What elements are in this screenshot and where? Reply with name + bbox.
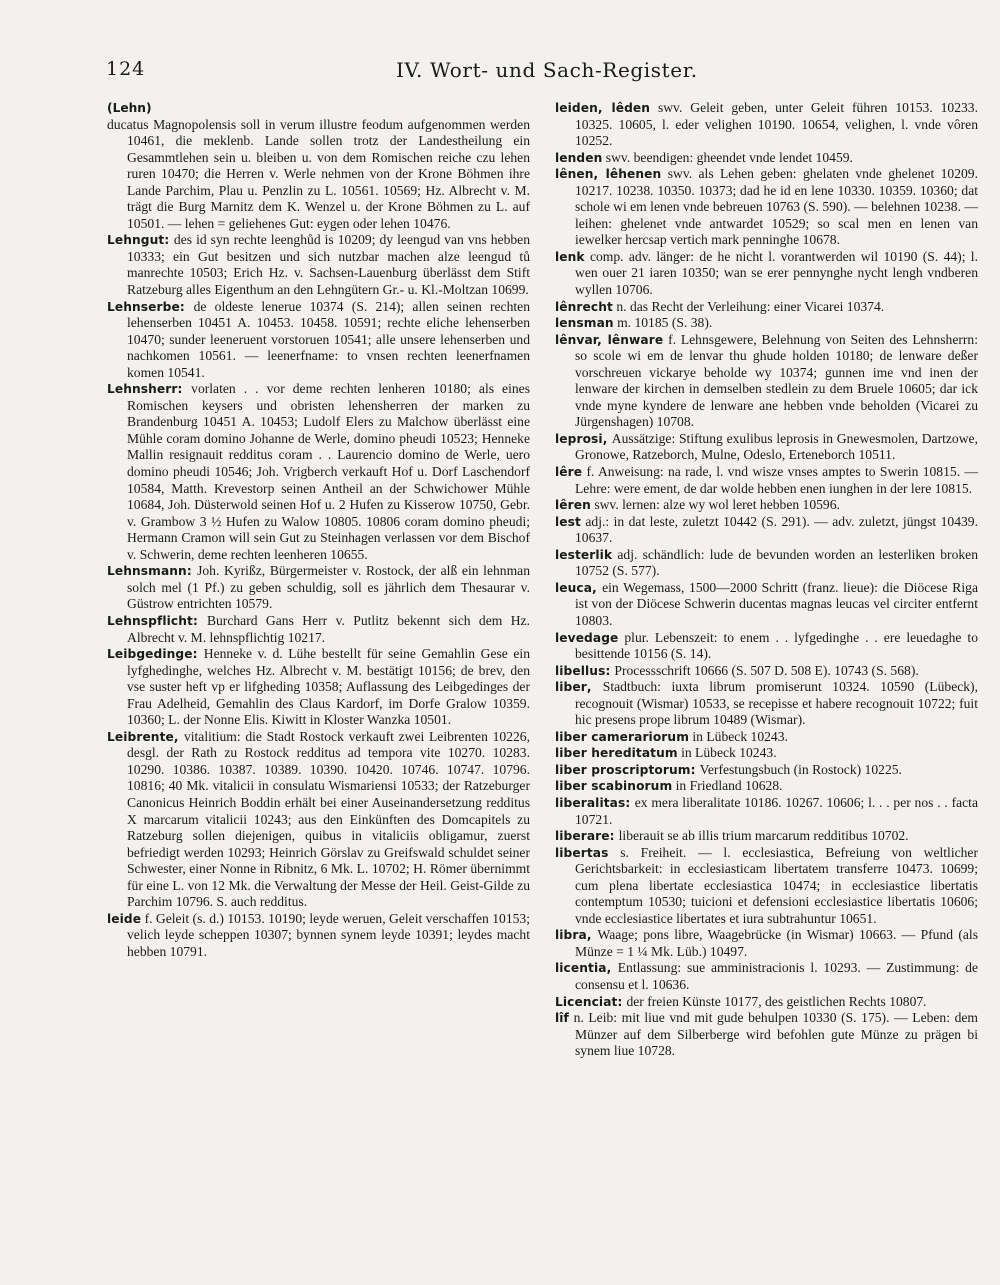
lemma-separator: :: [179, 299, 194, 314]
entry-text: Processschrift 10666 (S. 507 D. 508 E). 10743 (S. 568).: [614, 662, 919, 678]
lemma-separator: ,: [592, 580, 603, 595]
right-column: [555, 100, 978, 1060]
entry-lemma: libra: [555, 928, 587, 943]
entry-text: swv. Geleit geben, unter Geleit führen 10153. 10233. 10325. 10605, l. eder velighen 10190. 10654, velighen, l. vnde vôren 10252.: [575, 100, 978, 149]
register-entry: [555, 960, 978, 993]
entry-text: adj.: in dat leste, zuletzt 10442 (S. 291). — adv. zuletzt, jüngst 10439. 10637.: [575, 513, 978, 546]
register-entry: [107, 563, 530, 613]
entry-text: plur. Lebenszeit: to enem . . lyfgedinghe . . ere leuedaghe to besittende 10156 (S. 14).: [575, 629, 978, 662]
register-entry: [555, 778, 978, 795]
entry-text: vitalitium: die Stadt Rostock verkauft zwei Leibrenten 10226, desgl. der Rath zu Rostock redditus ad tempora vite 10270. 10283. 10290. 10386. 10387. 10389. 10390. 10420. 10746. 10747. 10796. 10816; 40 Mk. vitalicii in consulatu Wismariensi 10533; der Ratzeburger Canonicus Heinrich Boddin erhält bei einer Auseinandersetzung redditus X marcarum vitalicii 10243; aus den Einkünften des Domcapitels zu Ratzeburg sollen diejenigen, quibus in vitaliciis obligamur, zuerst befriedigt werden 10293; Heinrich Görslav zu Greifswald schuldet seiner Schwester, einer Nonne in Ribnitz, 6 Mk. L. 10702; H. Römer übernimmt für eine L. von 12 Mk. die Verwaltung der Messe der Heil. Geist-Gilde zu Parchim 10796. S. auch redditus.: [127, 728, 530, 910]
entry-lemma: liberare: [555, 829, 610, 844]
entry-lemma: liber scabinorum: [555, 779, 673, 794]
register-entry: [107, 232, 530, 298]
register-entry: [555, 927, 978, 960]
entry-text: swv. lernen: alze wy wol leret hebben 10596.: [594, 497, 840, 513]
register-entry: [555, 663, 978, 680]
entry-lemma: lêre: [555, 465, 583, 480]
entry-lemma: licentia: [555, 961, 607, 976]
entry-text: Entlassung: sue amministracionis l. 10293. — Zustimmung: de consensu et l. 10636.: [575, 960, 978, 992]
entry-lemma: liber: [555, 680, 587, 695]
entry-text: liberauit se ab illis trium marcarum redditibus 10702.: [618, 828, 909, 844]
entry-text: f. Anweisung: na rade, l. vnd wisze vnses amptes to Swerin 10815. — Lehre: were ement, de dar wolde hebben enen iunghen in der lere 10815.: [575, 464, 978, 496]
entry-lemma: liber camerariorum: [555, 729, 689, 744]
entry-text: Waage; pons libre, Waagebrücke (in Wismar) 10663. — Pfund (als Münze = 1 ¼ Mk. Lüb.) 10497.: [575, 927, 978, 959]
entry-text: comp. adv. länger: de he nicht l. vorantwerden wil 10190 (S. 44); l. wen ouer 21 iaren 10350; wan se erer pennynghe nycht lengh vndberen wyllen 10706.: [575, 248, 978, 298]
entry-lemma: Lehngut: [107, 233, 165, 248]
register-entry: [107, 299, 530, 382]
entry-text: ein Wegemass, 1500—2000 Schritt (franz. lieue): die Diöcese Riga ist von der Diöcese Schwerin ducentas magnas leucas vel circiter entfernt 10803.: [575, 579, 978, 628]
entry-text: Henneke v. d. Lühe bestellt für seine Gemahlin Gese ein lyfghedinghe, welches Hz. Albrecht v. M. bestätigt 10156; de brev, den vse suster heft vp er lifgheding 10358; Auflassung des Leibgedinges der Frau Adelheid, Gemahlin des Claus Kardorf, im Dorfe Gralow 10359. 10360; L. der Nonne Elis. Kiwitt in Kloster Wanzka 10501.: [127, 646, 531, 728]
entry-text: Verfestungsbuch (in Rostock) 10225.: [699, 761, 902, 777]
entry-lemma: lensman: [555, 316, 614, 331]
lemma-separator: ,: [586, 680, 603, 695]
lemma-separator: ,: [602, 431, 612, 446]
register-entry: [555, 630, 978, 663]
entry-text: in Friedland 10628.: [675, 778, 783, 794]
entry-text: ducatus Magnopolensis soll in verum illustre feodum aufgenommen werden 10461, die meklenb. Lande sollen trotz der Landestheilung ein Gesammtlehen sein u. bleiben u. von dem Romischen reiche czu lehen ruren 10470; die Herren v. Werle nehmen von der Krone Böhmen ihre Lande Parchim, Plau u. Penzlin zu L. 10561. 10569; Hz. Albrecht v. M. trägt die Burg Marnitz dem K. Wenzel u. der Krone Böhmen zu L. auf 10501. — lehen = geliehenes Gut: eygen oder lehen 10476.: [107, 116, 530, 231]
entry-lemma: lênen, lêhenen: [555, 167, 662, 182]
running-head: IV. Wort- und Sach-Register.: [396, 58, 698, 82]
entry-text: f. Geleit (s. d.) 10153. 10190; leyde weruen, Geleit verschaffen 10153; velich leyde scheppen 10307; bynnen synem leyde 10391; leydes macht hebben 10791.: [127, 910, 531, 959]
lemma-separator: :: [177, 382, 192, 397]
register-entry: [555, 497, 978, 514]
entry-lemma: liber proscriptorum: [555, 762, 691, 777]
entry-text: s. Freiheit. — l. ecclesiastica, Befreiung von weltlicher Gerichtsbarkeit: in ecclesiasticam libertatem transferre 10473. 10699; cum plena libertate ecclesiastica 10474; in ecclesiastice libertatis contemptum 10530; tuicioni et defensioni ecclesiastice libertatis 10606; vnde ecclesiastice libertates et iura subtrahuntur 10651.: [575, 844, 978, 926]
entry-lemma: lenk: [555, 249, 585, 264]
register-entry: [555, 547, 978, 580]
register-entry: [555, 1010, 978, 1060]
entry-text: ex mera liberalitate 10186. 10267. 10606; l. . . per nos . . facta 10721.: [575, 794, 978, 827]
entry-text: Joh. Kyrißz, Bürgermeister v. Rostock, der alß ein lehnman solch mel (1 Pf.) zu geben schuldig, soll es jährlich dem Thesaurar v. Güstrow entrichten 10579.: [127, 563, 530, 612]
entry-text: vorlaten . . vor deme rechten lenheren 10180; als eines Romischen keysers und obristen lehensherren der marken zu Brandenburg 10451 A. 10453; Ludolf Elers zu Malchow überlässt eine Mühle coram domino Johanne de Werle, domino pheudi 10523; Henneke Mallin resignauit redditus coram . . Laurencio domino de Werle, uero domino pheudi 10546; Joh. Vrigberch verkauft Hof u. Dorf Laschendorf 10584, Matth. Krevestorp seinen Antheil an der Schwichower Mühle 10684, Joh. Düsterwold seinen Hof u. 2 Hufen zu Kisserow 10750, Gebr. v. Grambow 3 ½ Hufen zu Walow 10805. 10806 coram domino pheudi; Hermann Cramon will sein Gut zu Steinhagen verlassen vor dem Bischof v. Schwerin, deme rechten leenheren 10655.: [127, 381, 530, 562]
entry-text: Burchard Gans Herr v. Putlitz bekennt sich dem Hz. Albrecht v. M. lehnspflichtig 10217.: [127, 612, 530, 645]
entry-lemma: lesterlik: [555, 547, 613, 562]
entry-lemma: Lehnspflicht: [107, 613, 193, 628]
entry-lemma: Leibgedinge: [107, 647, 193, 662]
entry-lemma: leiden, lêden: [555, 101, 651, 115]
lemma-separator: :: [617, 994, 627, 1009]
register-entry: [555, 332, 978, 431]
lemma-separator: :: [164, 233, 174, 248]
entry-lemma: lênvar, lênware: [555, 332, 664, 347]
entry-lemma: leide: [107, 911, 142, 926]
register-entry: [555, 762, 978, 779]
entry-lemma: Licenciat: [555, 994, 618, 1009]
register-entry: [107, 729, 530, 911]
register-entry: [555, 729, 978, 746]
register-entry: [555, 464, 978, 497]
register-entry: [555, 100, 978, 150]
entry-lemma: libertas: [555, 845, 609, 860]
lemma-separator: :: [625, 795, 635, 810]
entry-text: swv. als Lehen geben: ghelaten vnde ghelenet 10209. 10217. 10238. 10350. 10373; dad he id en lene 10330. 10359. 10360; dat schole wi em lenen vnde bebreuen 10763 (S. 590). — belehnen 10238. — leihen: ghelenet vnde antwardet 10529; so scal men en lenen van iewelker hercsap vertich mark penninghe 10678.: [575, 166, 979, 248]
entry-lemma: Lehnsherr: [107, 382, 178, 397]
entry-text: in Lübeck 10243.: [681, 745, 777, 761]
register-entry: [555, 249, 978, 299]
entry-text: Stadtbuch: iuxta librum promiserunt 10324. 10590 (Lübeck), recognouit (Wismar) 10533, se recepisse et habere recognouit 10722; fuit hic presens prope librum 10489 (Wismar).: [575, 679, 978, 728]
continuation-lemma: (Lehn): [107, 101, 152, 115]
page-header: [106, 58, 978, 88]
register-entry: [555, 580, 978, 630]
entry-lemma: leuca: [555, 580, 593, 595]
register-entry: [555, 795, 978, 828]
register-entry: [107, 117, 530, 233]
register-entry: [107, 381, 530, 563]
lemma-separator: ,: [606, 961, 618, 976]
lemma-separator: ,: [586, 928, 598, 943]
entry-lemma: lênrecht: [555, 299, 613, 314]
lemma-separator: :: [605, 663, 615, 678]
register-entry: [555, 845, 978, 928]
entry-lemma: liberalitas: [555, 795, 626, 810]
register-entry: [555, 150, 978, 167]
entry-lemma: levedage: [555, 630, 619, 645]
entry-lemma: lest: [555, 514, 581, 529]
entry-text: Aussätzige: Stiftung exulibus leprosis in Gnewesmolen, Dartzowe, Gronowe, Ratzeborch, Mulne, Odeslo, Erteneborch 10511.: [575, 430, 978, 463]
lemma-separator: :: [690, 762, 700, 777]
register-entry: [555, 679, 978, 729]
lemma-separator: ,: [173, 729, 184, 744]
lemma-separator: :: [609, 829, 619, 844]
entry-text: swv. beendigen: gheendet vnde lendet 10459.: [605, 149, 853, 165]
entry-text: f. Lehnsgewere, Belehnung von Seiten des Lehnsherrn: so scole wi em de lenvar thu ghude holden 10180; de lenware deßer vorschreuen vickarye beholde wy 10374; gunnen ime vnd inen der lenware der kirchen in demselben stedlein zu dem Bruele 10605; dar ick vnde myne kyndere de lenware ane hebben vnde beholden (Vicarei zu Jürgenshagen) 10708.: [575, 331, 979, 430]
page-number: 124: [106, 58, 146, 80]
entry-lemma: lîf: [555, 1011, 569, 1026]
entry-lemma: lenden: [555, 150, 603, 165]
register-entry: [555, 315, 978, 332]
register-entry: [107, 646, 530, 729]
lemma-separator: :: [192, 647, 204, 662]
entry-text: n. das Recht der Verleihung: einer Vicarei 10374.: [616, 298, 885, 314]
register-entry: [555, 828, 978, 845]
entry-text: der freien Künste 10177, des geistlichen Rechts 10807.: [626, 993, 927, 1009]
entry-text: n. Leib: mit liue vnd mit gude behulpen 10330 (S. 175). — Leben: dem Münzer auf dem Silberberge wird befohlen gute Münze zu prägen bi synem liue 10728.: [573, 1010, 979, 1059]
register-entry: [107, 911, 530, 961]
lemma-separator: :: [192, 613, 207, 628]
register-entry: [555, 745, 978, 762]
register-entry: [555, 299, 978, 316]
continuation-head: [107, 100, 530, 117]
entry-text: m. 10185 (S. 38).: [617, 315, 713, 331]
entry-lemma: libellus: [555, 663, 606, 678]
lemma-separator: :: [186, 564, 198, 579]
register-entry: [555, 994, 978, 1011]
entry-lemma: lêren: [555, 498, 591, 513]
left-column: [107, 100, 530, 960]
register-entry: [555, 166, 978, 249]
register-entry: [555, 431, 978, 464]
entry-text: de oldeste lenerue 10374 (S. 214); allen seinen rechten lehenserben 10451 A. 10453. 10458. 10591; rechte eliche lehenserben 10470; sunder leeneruent vorstoruen 10541; alle unsere lehenserben und nachkomen 10561. — leenerfname: to vnsen rechten leenerfnamen komen 10541.: [127, 298, 530, 380]
entry-text: adj. schändlich: lude de bevunden worden an lesterliken broken 10752 (S. 577).: [575, 546, 978, 579]
entry-text: in Lübeck 10243.: [692, 728, 788, 744]
register-entry: [555, 514, 978, 547]
entry-lemma: Lehnsmann: [107, 564, 187, 579]
entry-lemma: Leibrente: [107, 729, 174, 744]
entry-lemma: Lehnserbe: [107, 299, 180, 314]
register-entry: [107, 613, 530, 646]
entry-lemma: liber hereditatum: [555, 746, 678, 761]
entry-lemma: leprosi: [555, 431, 603, 446]
entry-text: des id syn rechte leenghůd is 10209; dy leengud van vns hebben 10333; ein Gut besitzen und sich nutzbar machen alze leengud tů manrechte 10503; Erich Hz. v. Sachsen-Lauenburg überlässt dem Stift Ratzeburg alles Eigenthum an den Lehngütern Gr.- u. Kl.-Moltzan 10699.: [127, 232, 530, 298]
